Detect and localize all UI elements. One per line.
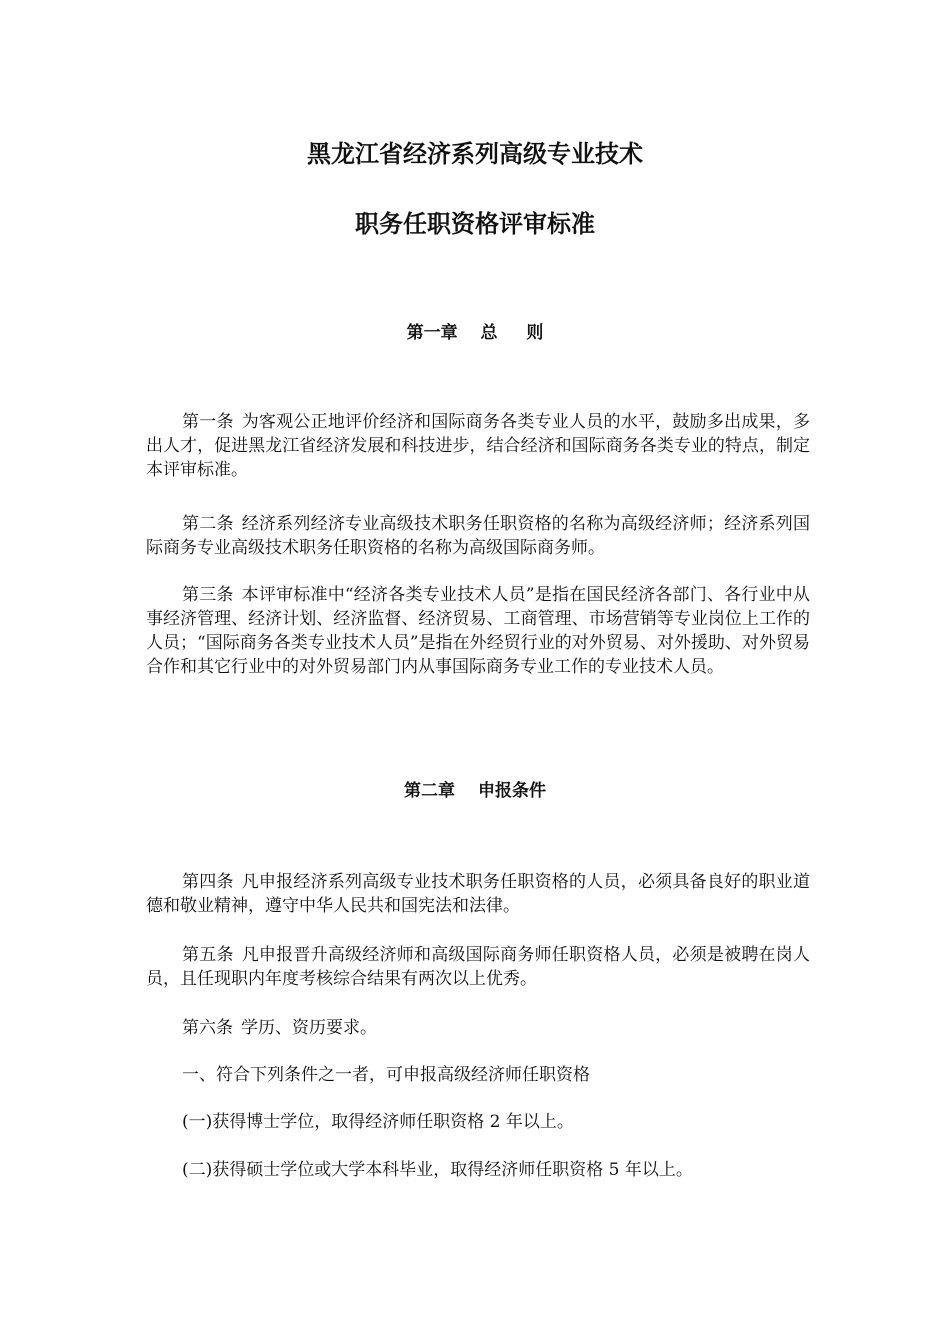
article-text: 凡申报晋升高级经济师和高级国际商务师任职资格人员，必须是被聘在岗人员，且任现职内年度考核综合结果有两次以上优秀。 <box>146 945 811 989</box>
article-3 <box>146 583 810 679</box>
document-title-line-2: 职务任职资格评审标准 <box>355 210 595 238</box>
article-label: 第四条 <box>182 872 234 892</box>
article-2 <box>146 512 810 560</box>
chapter-heading-1: 第一章 总 则 <box>406 323 544 343</box>
chapter-heading-2: 第二章 申报条件 <box>404 781 546 801</box>
list-item: 一、符合下列条件之一者，可申报高级经济师任职资格 <box>182 1065 590 1085</box>
article-text: 凡申报经济系列高级专业技术职务任职资格的人员，必须具备良好的职业道德和敬业精神，遵守中华人民共和国宪法和法律。 <box>146 872 811 916</box>
article-5 <box>146 943 810 991</box>
document-title-line-1: 黑龙江省经济系列高级专业技术 <box>307 140 643 168</box>
article-4 <box>146 870 810 918</box>
article-label: 第六条 <box>182 1018 233 1038</box>
article-6 <box>146 1016 810 1040</box>
article-label: 第一条 <box>182 412 234 432</box>
list-item: (二)获得硕士学位或大学本科毕业，取得经济师任职资格 5 年以上。 <box>182 1160 693 1180</box>
article-label: 第三条 <box>182 585 234 605</box>
article-text: 学历、资历要求。 <box>241 1018 377 1038</box>
article-text: 经济系列经济专业高级技术职务任职资格的名称为高级经济师；经济系列国际商务专业高级技术职务任职资格的名称为高级国际商务师。 <box>146 514 811 558</box>
article-1 <box>146 410 810 482</box>
list-item: (一)获得博士学位，取得经济师任职资格 2 年以上。 <box>182 1112 574 1132</box>
article-text: 为客观公正地评价经济和国际商务各类专业人员的水平，鼓励多出成果，多出人才，促进黑龙江省经济发展和科技进步，结合经济和国际商务各类专业的特点，制定本评审标准。 <box>146 412 811 480</box>
article-label: 第五条 <box>182 945 234 965</box>
article-label: 第二条 <box>182 514 234 534</box>
article-text: 本评审标准中“经济各类专业技术人员”是指在国民经济各部门、各行业中从事经济管理、经济计划、经济监督、经济贸易、工商管理、市场营销等专业岗位上工作的人员；“国际商务各类专业技术人员”是指在外经贸行业的对外贸易、对外援助、对外贸易合作和其它行业中的对外贸易部门内从事国际商务专业工作的专业技术人员。 <box>146 585 810 677</box>
